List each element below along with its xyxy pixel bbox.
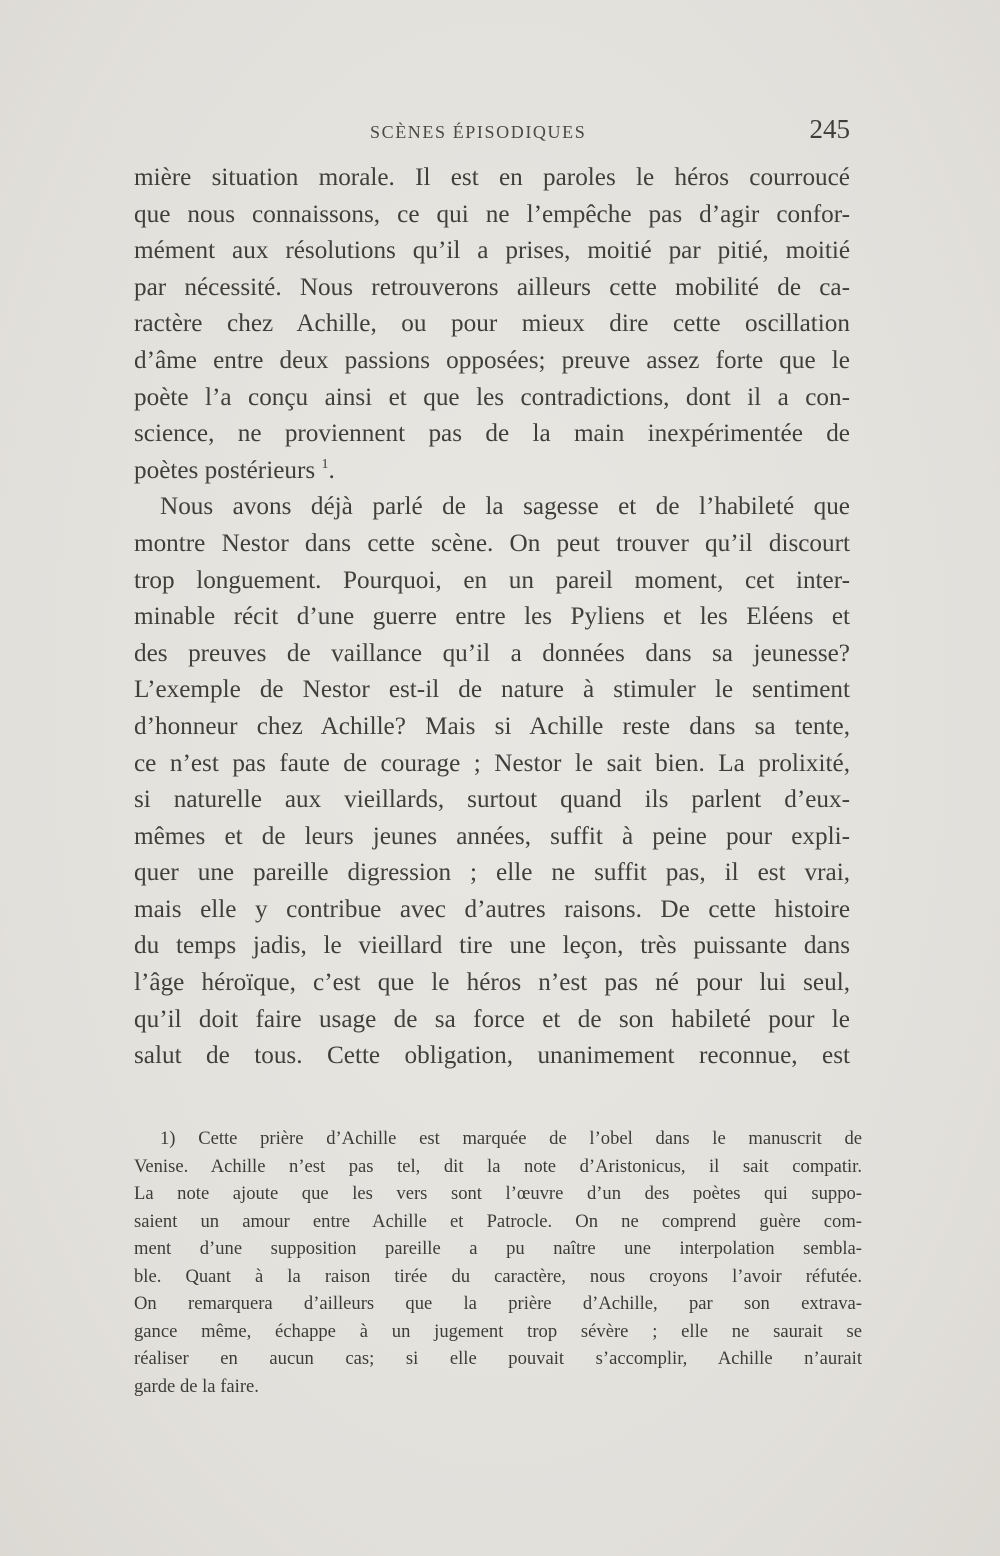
page-number: 245 bbox=[809, 114, 850, 144]
text-line: l’âge héroïque, c’est que le héros n’est pas né pour lui seul, bbox=[134, 969, 850, 997]
text-line: montre Nestor dans cette scène. On peut trouver qu’il discourt bbox=[134, 529, 850, 557]
page-header bbox=[134, 114, 850, 158]
footnote bbox=[134, 1125, 862, 1400]
text-line: du temps jadis, le vieillard tire une leçon, très puissante dans bbox=[134, 932, 850, 960]
footnote-line: La note ajoute que les vers sont l’œuvre d’un des poètes qui suppo- bbox=[134, 1183, 862, 1204]
text-line: mais elle y contribue avec d’autres raisons. De cette histoire bbox=[134, 895, 850, 923]
text-line: ce n’est pas faute de courage ; Nestor le sait bien. La prolixité, bbox=[134, 749, 850, 777]
text-line-paragraph-start: Nous avons déjà parlé de la sagesse et de l’habileté que bbox=[160, 493, 850, 521]
text-line: poètes postérieurs bbox=[134, 456, 316, 484]
text-line: mément aux résolutions qu’il a prises, moitié par pitié, moitié bbox=[134, 237, 850, 265]
text-line: salut de tous. Cette obligation, unanimement reconnue, est bbox=[134, 1042, 850, 1070]
text-line: ractère chez Achille, ou pour mieux dire cette oscillation bbox=[134, 310, 850, 338]
running-title: SCÈNES ÉPISODIQUES bbox=[370, 122, 587, 142]
footnote-line: gance même, échappe à un jugement trop sévère ; elle ne saurait se bbox=[134, 1320, 862, 1342]
footnote-reference: 1 bbox=[321, 456, 329, 472]
footnote-line: ment d’une supposition pareille a pu naître une interpolation sembla- bbox=[134, 1238, 862, 1259]
main-text bbox=[134, 160, 850, 1075]
footnote-line: 1) Cette prière d’Achille est marquée de l’obel dans le manuscrit de bbox=[160, 1128, 862, 1149]
text-line: que nous connaissons, ce qui ne l’empêche pas d’agir confor- bbox=[134, 200, 850, 228]
footnote-line: On remarquera d’ailleurs que la prière d’Achille, par son extrava- bbox=[134, 1293, 862, 1314]
text-line: par nécessité. Nous retrouverons ailleurs cette mobilité de ca- bbox=[134, 273, 850, 301]
text-line: quer une pareille digression ; elle ne suffit pas, il est vrai, bbox=[134, 859, 850, 887]
footnote-line: ble. Quant à la raison tirée du caractère, nous croyons l’avoir réfutée. bbox=[134, 1265, 862, 1287]
sentence-period: . bbox=[328, 456, 335, 484]
text-line: mière situation morale. Il est en paroles le héros courroucé bbox=[134, 164, 850, 191]
text-line: trop longuement. Pourquoi, en un pareil moment, cet inter- bbox=[134, 566, 850, 594]
text-line-paragraph-end bbox=[134, 453, 850, 490]
text-line: d’honneur chez Achille? Mais si Achille reste dans sa tente, bbox=[134, 712, 850, 740]
text-line: qu’il doit faire usage de sa force et de son habileté pour le bbox=[134, 1005, 850, 1033]
text-line: d’âme entre deux passions opposées; preuve assez forte que le bbox=[134, 346, 850, 374]
text-line: des preuves de vaillance qu’il a données dans sa jeunesse? bbox=[134, 639, 850, 667]
footnote-line: Venise. Achille n’est pas tel, dit la note d’Aristonicus, il sait compatir. bbox=[134, 1155, 862, 1177]
text-line: si naturelle aux vieillards, surtout quand ils parlent d’eux- bbox=[134, 786, 850, 814]
text-line: minable récit d’une guerre entre les Pyliens et les Eléens et bbox=[134, 603, 850, 631]
footnote-line: réaliser en aucun cas; si elle pouvait s’accomplir, Achille n’aurait bbox=[134, 1348, 862, 1369]
text-line: mêmes et de leurs jeunes années, suffit à peine pour expli- bbox=[134, 822, 850, 850]
text-line: science, ne proviennent pas de la main inexpérimentée de bbox=[134, 420, 850, 448]
text-line: L’exemple de Nestor est-il de nature à stimuler le sentiment bbox=[134, 676, 850, 704]
footnote-line-last: garde de la faire. bbox=[134, 1375, 259, 1397]
text-line: poète l’a conçu ainsi et que les contradictions, dont il a con- bbox=[134, 383, 850, 411]
footnote-line: saient un amour entre Achille et Patrocle. On ne comprend guère com- bbox=[134, 1210, 862, 1232]
